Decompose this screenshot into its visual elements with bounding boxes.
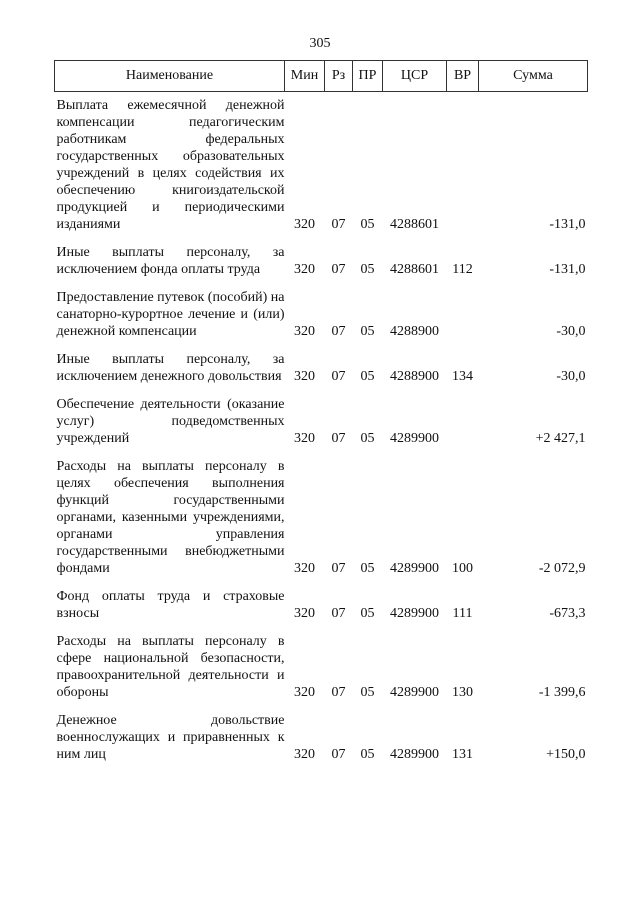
row-vr: 134 [452,369,473,384]
row-csr: 4289900 [390,431,439,446]
row-pr: 05 [360,431,375,446]
table-header [55,61,588,92]
row-sum: -673,3 [549,606,586,621]
row-vr: 100 [452,561,473,576]
row-vr [447,92,479,240]
row-sum: -1 399,6 [538,685,586,700]
header-pr: ПР [353,61,383,92]
row-name: Расходы на выплаты персоналу в сфере национальной безопасности, правоохранительной деятельности и обороны [56,634,285,700]
row-rz: 07 [331,217,346,232]
table-body [55,92,588,770]
row-sum: -131,0 [549,217,586,232]
row-csr: 4289900 [390,606,439,621]
header-min: Мин [285,61,325,92]
row-rz: 07 [331,262,346,277]
row-pr: 05 [360,685,375,700]
header-sum: Сумма [479,61,588,92]
row-csr: 4288900 [390,369,439,384]
row-name: Фонд оплаты труда и страховые взносы [56,589,285,621]
row-sum: -2 072,9 [538,561,586,576]
row-name: Расходы на выплаты персоналу в целях обеспечения выполнения функций государственными органами, казенными учреждениями, органами управления государственными внебюджетными фондами [56,459,285,576]
row-pr: 05 [360,324,375,339]
row-min: 320 [294,369,315,384]
row-csr: 4288900 [390,324,439,339]
header-name: Наименование [55,61,285,92]
row-vr: 130 [452,685,473,700]
row-sum: +2 427,1 [535,431,586,446]
row-csr: 4288601 [390,217,439,232]
row-csr: 4289900 [390,561,439,576]
row-vr [447,284,479,346]
row-name: Иные выплаты персоналу, за исключением денежного довольствия [56,352,285,384]
budget-table [54,60,588,769]
table-row [55,391,588,453]
page-number: 305 [309,36,331,51]
row-vr: 112 [452,262,473,277]
table-row [55,92,588,240]
row-rz: 07 [331,561,346,576]
row-rz: 07 [331,369,346,384]
header-vr: ВР [447,61,479,92]
row-pr: 05 [360,262,375,277]
row-name: Иные выплаты персоналу, за исключением фонда оплаты труда [56,245,285,277]
table-row [55,239,588,284]
table-row [55,284,588,346]
table-row [55,583,588,628]
row-min: 320 [294,262,315,277]
row-csr: 4289900 [390,747,439,762]
row-pr: 05 [360,747,375,762]
row-min: 320 [294,561,315,576]
table-row [55,628,588,707]
row-min: 320 [294,747,315,762]
row-pr: 05 [360,561,375,576]
row-vr: 111 [452,606,473,621]
table-row [55,707,588,769]
row-sum: -30,0 [556,324,586,339]
row-vr: 131 [452,747,473,762]
row-rz: 07 [331,431,346,446]
row-rz: 07 [331,747,346,762]
row-pr: 05 [360,606,375,621]
row-csr: 4289900 [390,685,439,700]
row-csr: 4288601 [390,262,439,277]
row-min: 320 [294,217,315,232]
row-rz: 07 [331,324,346,339]
table-row [55,346,588,391]
row-name: Денежное довольствие военнослужащих и приравненных к ним лиц [56,713,285,762]
row-rz: 07 [331,606,346,621]
row-sum: -131,0 [549,262,586,277]
row-sum: +150,0 [546,747,586,762]
row-min: 320 [294,324,315,339]
row-vr [447,391,479,453]
row-name: Обеспечение деятельности (оказание услуг) подведомственных учреждений [56,397,285,446]
row-name: Предоставление путевок (пособий) на санаторно-курортное лечение и (или) денежной компенсации [56,290,285,339]
header-rz: Рз [325,61,353,92]
row-pr: 05 [360,369,375,384]
row-min: 320 [294,685,315,700]
row-min: 320 [294,606,315,621]
row-min: 320 [294,431,315,446]
row-sum: -30,0 [556,369,586,384]
row-pr: 05 [360,217,375,232]
header-csr: ЦСР [383,61,447,92]
row-rz: 07 [331,685,346,700]
table-row [55,453,588,583]
row-name: Выплата ежемесячной денежной компенсации педагогическим работникам федеральных государственных образовательных учреждений в целях содействия их обеспечению книгоиздательской продукцией и периодическими изданиями [56,98,285,232]
